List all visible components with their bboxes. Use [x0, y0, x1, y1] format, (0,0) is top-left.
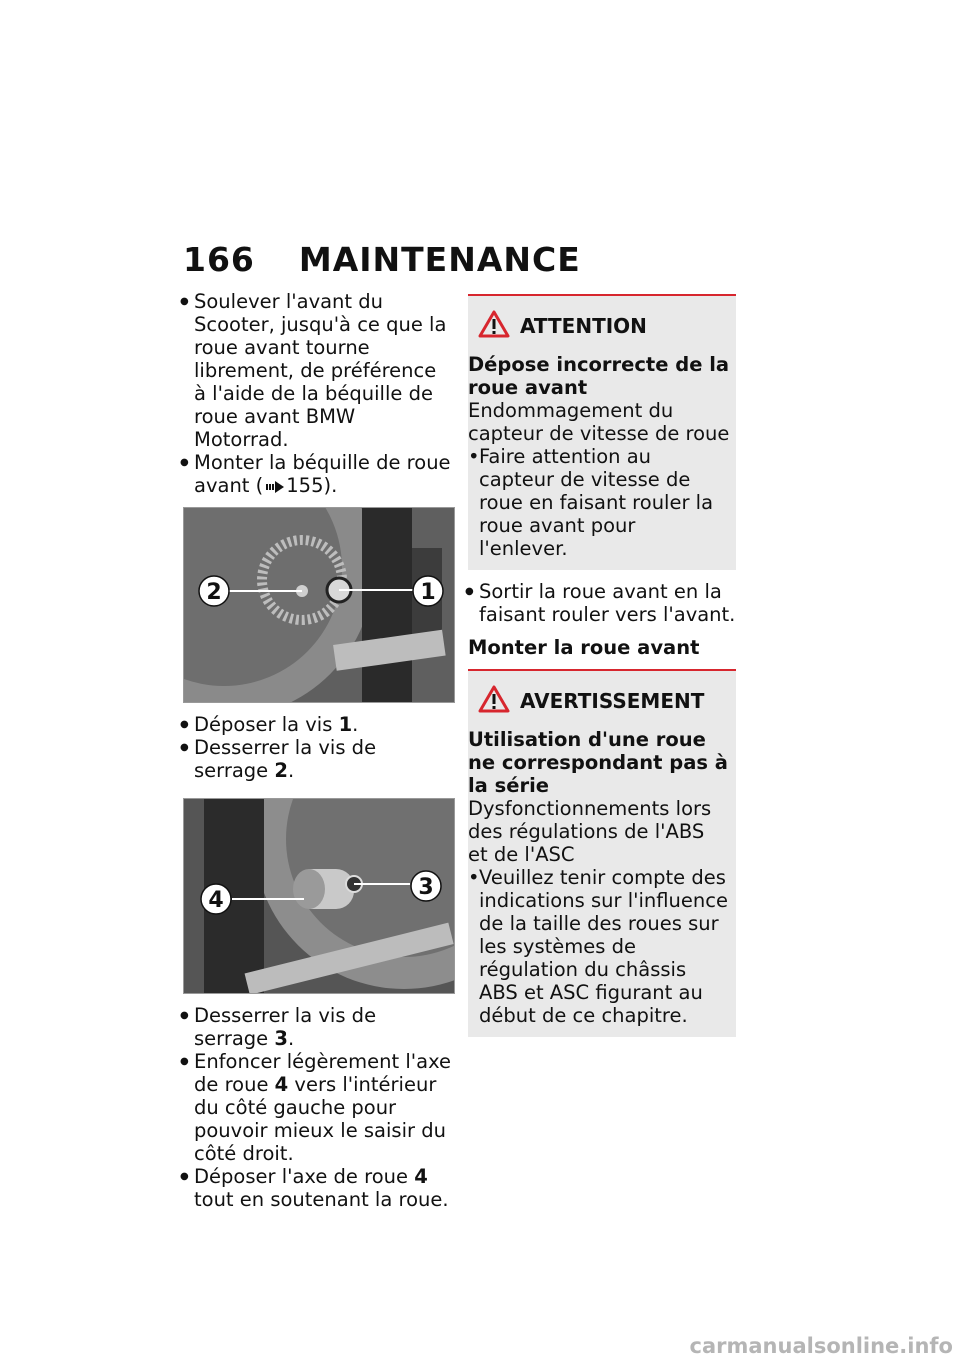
warning-title: Utilisation d'une roue ne correspondant pas à la série: [468, 728, 728, 797]
attention-body: Endommagement du capteur de vitesse de roue: [468, 399, 730, 445]
attention-item: • Faire attention au capteur de vitesse de roue en faisant rouler la roue avant pour l'enlever.: [468, 445, 730, 560]
callout-3: 3: [418, 875, 434, 900]
photo-axle-screws-1-2: [183, 507, 455, 703]
page-reference-arrow-icon: [266, 481, 284, 493]
warning-header: [478, 685, 730, 718]
attention-box: [468, 294, 736, 570]
step-loosen-screw-2: ● Desserrer la vis de serrage 2.: [183, 736, 453, 782]
page-reference[interactable]: 155: [286, 474, 324, 497]
warning-body: Dysfonctionnements lors des régulations de l'ABS et de l'ASC: [468, 797, 712, 866]
attention-header: [478, 310, 730, 343]
attention-title: Dépose incorrecte de la roue avant: [468, 353, 730, 399]
step-remove-screw-1: ● Déposer la vis 1.: [183, 713, 453, 736]
step-loosen-screw-3: ● Desserrer la vis de serrage 3.: [183, 1004, 453, 1050]
section-heading: Monter la roue avant: [468, 636, 700, 659]
warning-triangle-icon: [478, 685, 510, 718]
step-lift-scooter: ● Soulever l'avant du Scooter, jusqu'à ce que la roue avant tourne librement, de préférence à l'aide de la béquille de roue avant BMW Motorrad.: [183, 290, 453, 451]
warning-label: AVERTISSEMENT: [520, 689, 705, 713]
left-column: [183, 290, 453, 1211]
watermark: carmanualsonline.info: [689, 1334, 953, 1358]
page-title: MAINTENANCE: [298, 240, 581, 279]
attention-label: ATTENTION: [520, 314, 647, 338]
callout-2: 2: [206, 580, 222, 605]
callout-4: 4: [208, 888, 224, 913]
photo-axle-screws-3-4: [183, 798, 455, 994]
warning-item: • Veuillez tenir compte des indications sur l'influence de la taille des roues sur les systèmes de régulation du châssis ABS et ASC figurant au début de ce chapitre.: [468, 866, 730, 1027]
right-column: [468, 294, 736, 1047]
page-number: 166: [183, 240, 255, 279]
warning-box: [468, 669, 736, 1037]
page-header: [183, 240, 581, 279]
step-push-axle: ● Enfoncer légèrement l'axe de roue 4 vers l'intérieur du côté gauche pour pouvoir mieux le saisir du côté droit.: [183, 1050, 453, 1165]
warning-triangle-icon: [478, 310, 510, 343]
callout-1: 1: [420, 580, 436, 605]
step-mount-stand: ● Monter la béquille de roue avant ( 155).: [183, 451, 453, 497]
step-roll-wheel-out: ● Sortir la roue avant en la faisant rouler vers l'avant.: [468, 580, 736, 626]
step-remove-axle: ● Déposer l'axe de roue 4 tout en soutenant la roue.: [183, 1165, 453, 1211]
